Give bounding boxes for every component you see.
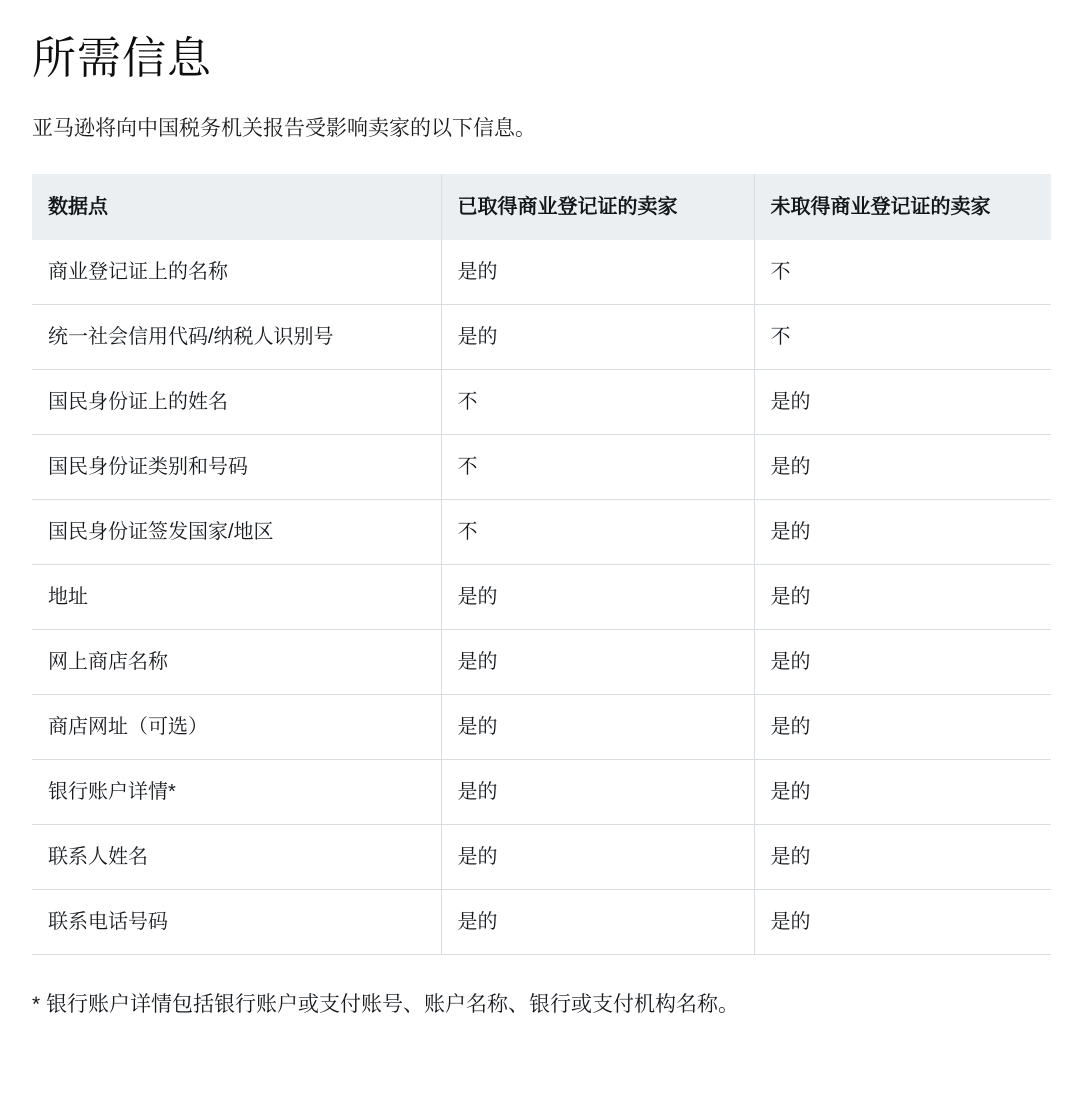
cell-with-registration: 是的: [441, 695, 754, 760]
page-title: 所需信息: [32, 34, 212, 83]
table-body: [32, 240, 1051, 955]
cell-with-registration: 不: [441, 500, 754, 565]
cell-with-registration: 是的: [441, 305, 754, 370]
cell-without-registration: 是的: [754, 890, 1051, 955]
cell-without-registration: 是的: [754, 760, 1051, 825]
table-row: [32, 760, 1051, 825]
cell-without-registration: 是的: [754, 825, 1051, 890]
cell-with-registration: 是的: [441, 760, 754, 825]
cell-with-registration: 是的: [441, 240, 754, 305]
table-header: [32, 174, 1051, 240]
cell-datapoint: 联系电话号码: [32, 890, 441, 955]
cell-datapoint: 联系人姓名: [32, 825, 441, 890]
column-header-without-registration: 未取得商业登记证的卖家: [754, 174, 1051, 240]
cell-without-registration: 不: [754, 240, 1051, 305]
table-header-row: [32, 174, 1051, 240]
cell-datapoint: 统一社会信用代码/纳税人识别号: [32, 305, 441, 370]
table-row: [32, 500, 1051, 565]
cell-datapoint: 商店网址（可选）: [32, 695, 441, 760]
cell-datapoint: 商业登记证上的名称: [32, 240, 441, 305]
cell-without-registration: 是的: [754, 695, 1051, 760]
cell-datapoint: 国民身份证类别和号码: [32, 435, 441, 500]
cell-with-registration: 是的: [441, 630, 754, 695]
cell-datapoint: 网上商店名称: [32, 630, 441, 695]
cell-without-registration: 是的: [754, 370, 1051, 435]
table-row: [32, 305, 1051, 370]
cell-with-registration: 不: [441, 370, 754, 435]
cell-datapoint: 地址: [32, 565, 441, 630]
cell-datapoint: 国民身份证签发国家/地区: [32, 500, 441, 565]
table-row: [32, 890, 1051, 955]
column-header-datapoint: 数据点: [32, 174, 441, 240]
required-information-table: [32, 174, 1051, 955]
cell-without-registration: 不: [754, 305, 1051, 370]
cell-datapoint: 国民身份证上的姓名: [32, 370, 441, 435]
table-row: [32, 695, 1051, 760]
table-row: [32, 240, 1051, 305]
cell-datapoint: 银行账户详情*: [32, 760, 441, 825]
cell-without-registration: 是的: [754, 500, 1051, 565]
table-row: [32, 825, 1051, 890]
table-row: [32, 630, 1051, 695]
cell-with-registration: 是的: [441, 825, 754, 890]
table-row: [32, 435, 1051, 500]
cell-with-registration: 是的: [441, 565, 754, 630]
cell-without-registration: 是的: [754, 630, 1051, 695]
cell-without-registration: 是的: [754, 435, 1051, 500]
table-row: [32, 370, 1051, 435]
column-header-with-registration: 已取得商业登记证的卖家: [441, 174, 754, 240]
table-row: [32, 565, 1051, 630]
cell-with-registration: 不: [441, 435, 754, 500]
cell-without-registration: 是的: [754, 565, 1051, 630]
footnote: * 银行账户详情包括银行账户或支付账号、账户名称、银行或支付机构名称。: [32, 993, 740, 1017]
intro-paragraph: 亚马逊将向中国税务机关报告受影响卖家的以下信息。: [32, 116, 536, 140]
cell-with-registration: 是的: [441, 890, 754, 955]
